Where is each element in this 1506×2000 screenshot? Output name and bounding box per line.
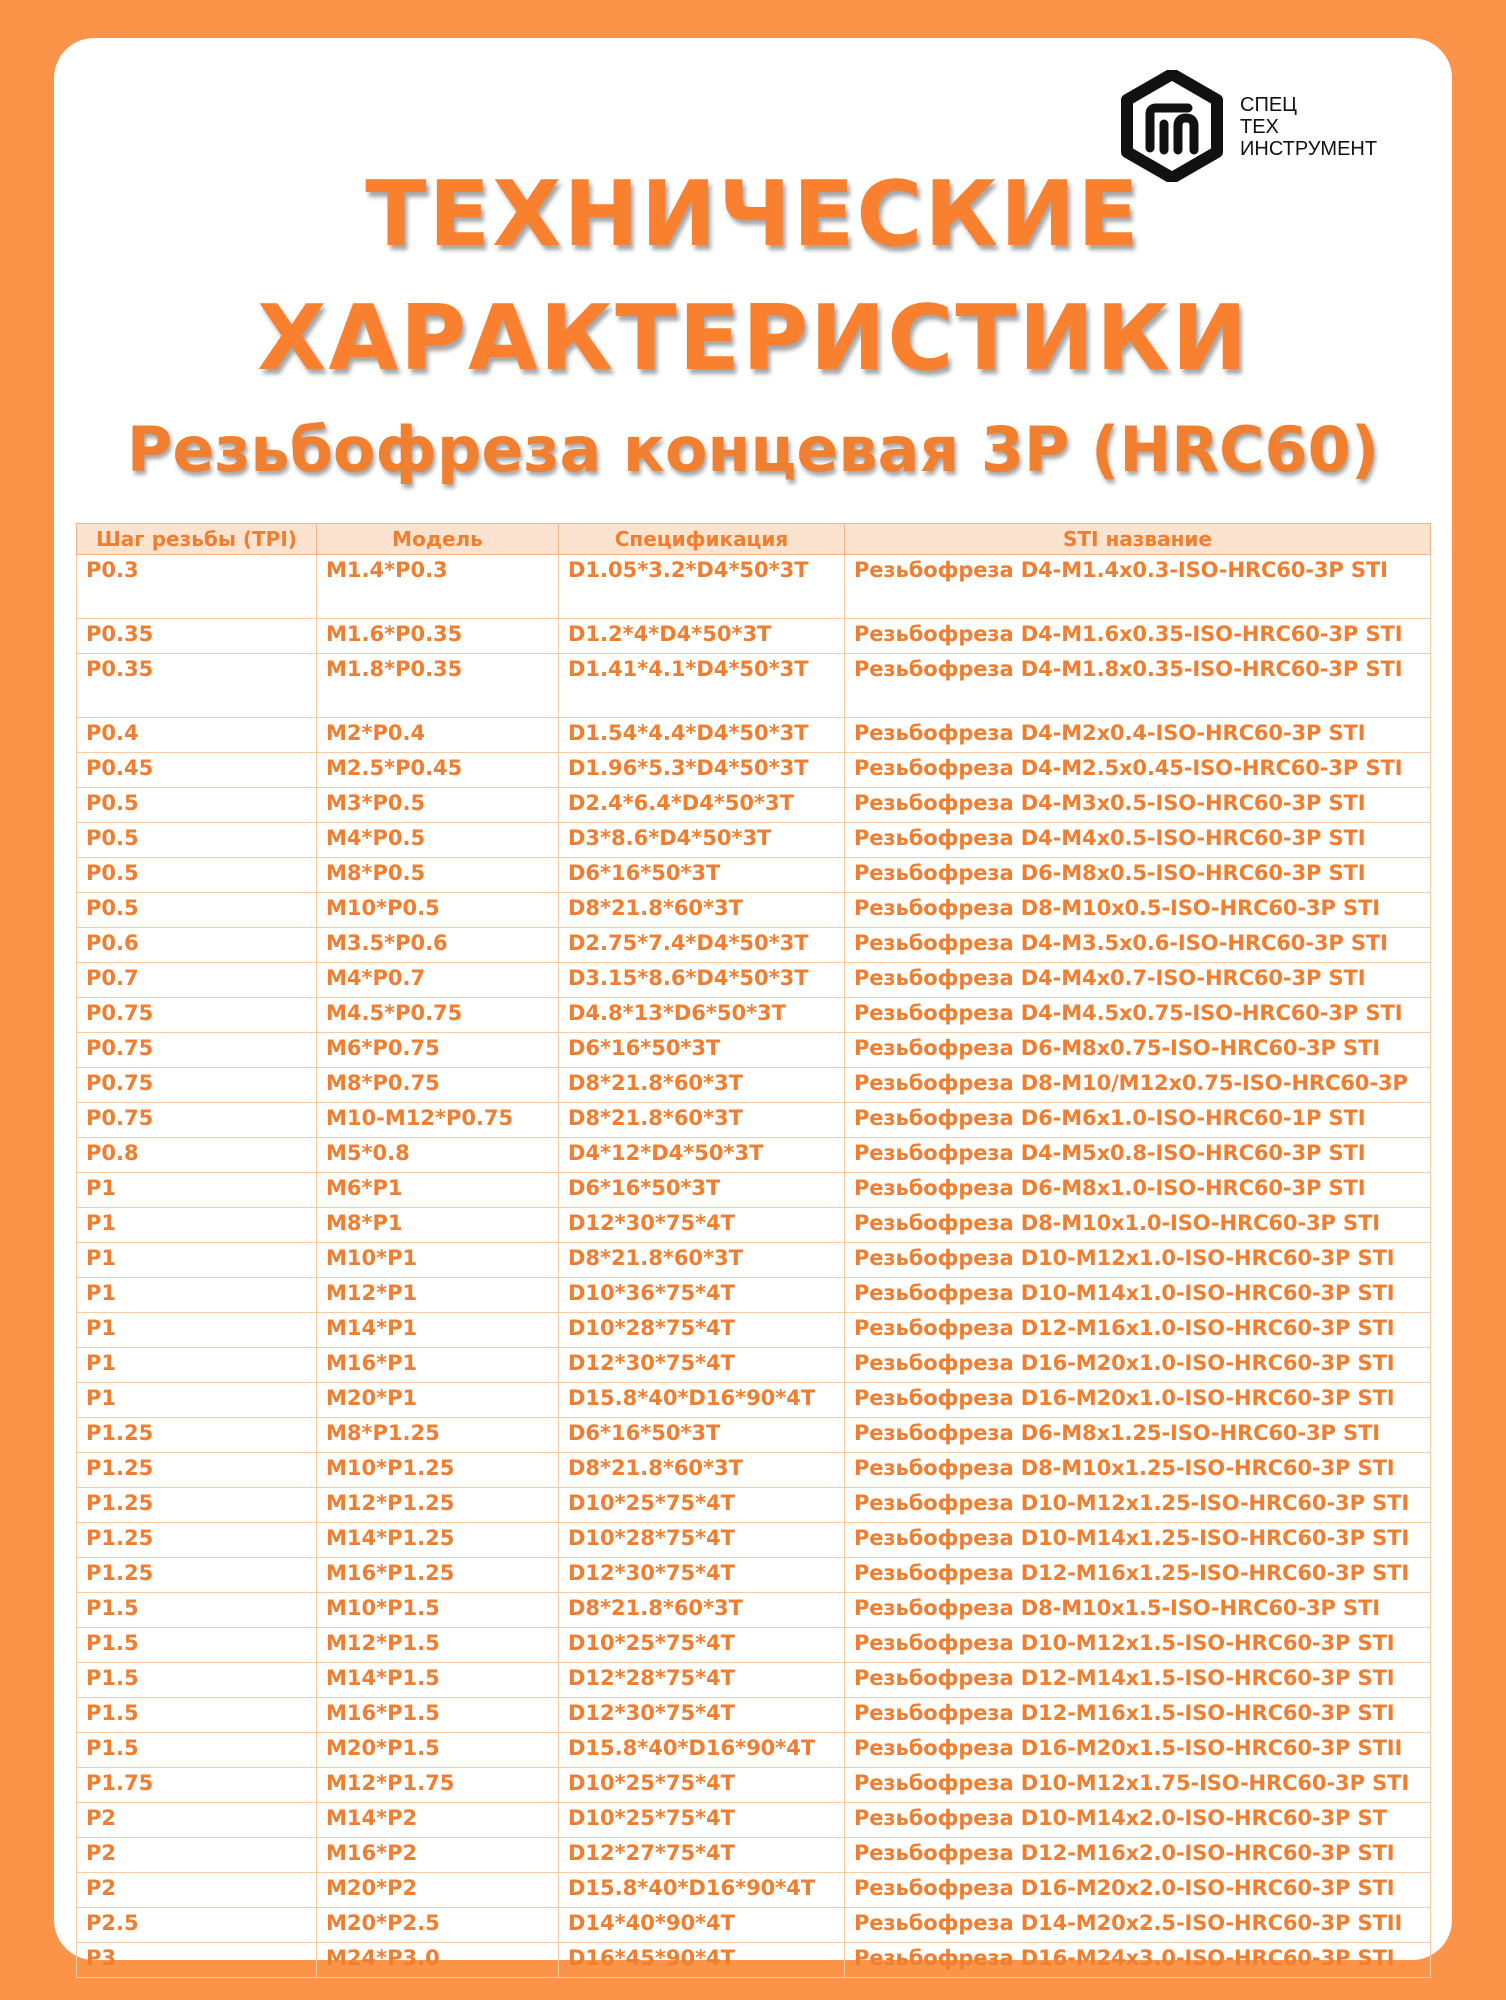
cell-specification: D8*21.8*60*3T (559, 1593, 845, 1628)
cell-sti-name: Резьбофреза D8-M10x1.25-ISO-HRC60-3P STI (845, 1453, 1431, 1488)
cell-sti-name: Резьбофреза D4-M1.8x0.35-ISO-HRC60-3P STI (845, 654, 1431, 718)
cell-specification: D12*27*75*4T (559, 1838, 845, 1873)
header-sti-name: STI название (845, 524, 1431, 555)
cell-thread-pitch: P0.75 (77, 998, 317, 1033)
table-row (77, 1173, 1431, 1208)
cell-specification: D10*25*75*4T (559, 1628, 845, 1663)
cell-sti-name: Резьбофреза D6-M8x1.0-ISO-HRC60-3P STI (845, 1173, 1431, 1208)
cell-sti-name: Резьбофреза D16-M20x1.0-ISO-HRC60-3P STI (845, 1383, 1431, 1418)
cell-model: M20*P1 (317, 1383, 559, 1418)
cell-specification: D12*30*75*4T (559, 1348, 845, 1383)
table-row (77, 1593, 1431, 1628)
cell-sti-name: Резьбофреза D8-M10x0.5-ISO-HRC60-3P STI (845, 893, 1431, 928)
cell-sti-name: Резьбофреза D8-M10x1.0-ISO-HRC60-3P STI (845, 1208, 1431, 1243)
cell-model: M14*P1.5 (317, 1663, 559, 1698)
cell-sti-name: Резьбофреза D16-M20x1.5-ISO-HRC60-3P STII (845, 1733, 1431, 1768)
cell-sti-name: Резьбофреза D10-M12x1.5-ISO-HRC60-3P STI (845, 1628, 1431, 1663)
table-row (77, 963, 1431, 998)
cell-thread-pitch: P1.25 (77, 1558, 317, 1593)
cell-thread-pitch: P0.45 (77, 753, 317, 788)
cell-thread-pitch: P0.6 (77, 928, 317, 963)
cell-thread-pitch: P1.25 (77, 1488, 317, 1523)
cell-sti-name: Резьбофреза D16-M24x3.0-ISO-HRC60-3P STI (845, 1943, 1431, 1978)
cell-thread-pitch: P0.4 (77, 718, 317, 753)
cell-sti-name: Резьбофреза D4-M1.6x0.35-ISO-HRC60-3P STI (845, 619, 1431, 654)
cell-model: M14*P1 (317, 1313, 559, 1348)
brand-line-1: СПЕЦ (1240, 94, 1297, 116)
cell-model: M6*P1 (317, 1173, 559, 1208)
table-row (77, 555, 1431, 619)
cell-model: M8*P0.5 (317, 858, 559, 893)
table-row (77, 1733, 1431, 1768)
cell-model: M4*P0.5 (317, 823, 559, 858)
cell-specification: D1.54*4.4*D4*50*3T (559, 718, 845, 753)
cell-specification: D10*25*75*4T (559, 1488, 845, 1523)
cell-sti-name: Резьбофреза D4-M3.5x0.6-ISO-HRC60-3P STI (845, 928, 1431, 963)
table-row (77, 893, 1431, 928)
cell-model: M5*0.8 (317, 1138, 559, 1173)
cell-specification: D8*21.8*60*3T (559, 893, 845, 928)
cell-specification: D10*25*75*4T (559, 1768, 845, 1803)
cell-specification: D8*21.8*60*3T (559, 1068, 845, 1103)
table-row (77, 1243, 1431, 1278)
table-row (77, 928, 1431, 963)
cell-thread-pitch: P1 (77, 1383, 317, 1418)
cell-thread-pitch: P0.35 (77, 654, 317, 718)
cell-model: M12*P1.5 (317, 1628, 559, 1663)
cell-specification: D1.41*4.1*D4*50*3T (559, 654, 845, 718)
cell-thread-pitch: P1.5 (77, 1628, 317, 1663)
table-row (77, 1033, 1431, 1068)
cell-thread-pitch: P1.5 (77, 1698, 317, 1733)
table-row (77, 1943, 1431, 1978)
cell-model: M8*P1.25 (317, 1418, 559, 1453)
table-body (77, 555, 1431, 1978)
cell-specification: D10*28*75*4T (559, 1523, 845, 1558)
cell-specification: D15.8*40*D16*90*4T (559, 1383, 845, 1418)
cell-specification: D16*45*90*4T (559, 1943, 845, 1978)
cell-thread-pitch: P0.75 (77, 1068, 317, 1103)
cell-model: M10*P1 (317, 1243, 559, 1278)
cell-model: M12*P1.75 (317, 1768, 559, 1803)
cell-model: M20*P2 (317, 1873, 559, 1908)
cell-thread-pitch: P1.25 (77, 1523, 317, 1558)
cell-thread-pitch: P0.5 (77, 858, 317, 893)
cell-thread-pitch: P1.25 (77, 1418, 317, 1453)
cell-model: M12*P1 (317, 1278, 559, 1313)
cell-model: M1.4*P0.3 (317, 555, 559, 619)
cell-model: M12*P1.25 (317, 1488, 559, 1523)
cell-sti-name: Резьбофреза D4-M5x0.8-ISO-HRC60-3P STI (845, 1138, 1431, 1173)
table-row (77, 1838, 1431, 1873)
cell-model: M14*P2 (317, 1803, 559, 1838)
cell-sti-name: Резьбофреза D10-M14x1.25-ISO-HRC60-3P STI (845, 1523, 1431, 1558)
cell-thread-pitch: P1 (77, 1173, 317, 1208)
cell-thread-pitch: P2 (77, 1803, 317, 1838)
cell-specification: D10*28*75*4T (559, 1313, 845, 1348)
table-row (77, 1558, 1431, 1593)
cell-model: M20*P1.5 (317, 1733, 559, 1768)
cell-thread-pitch: P0.5 (77, 788, 317, 823)
cell-specification: D8*21.8*60*3T (559, 1243, 845, 1278)
table-row (77, 1628, 1431, 1663)
header-thread-pitch: Шаг резьбы (TPI) (77, 524, 317, 555)
table-row (77, 1278, 1431, 1313)
cell-sti-name: Резьбофреза D16-M20x2.0-ISO-HRC60-3P STI (845, 1873, 1431, 1908)
cell-specification: D3.15*8.6*D4*50*3T (559, 963, 845, 998)
cell-sti-name: Резьбофреза D4-M1.4x0.3-ISO-HRC60-3P STI (845, 555, 1431, 619)
table-row (77, 718, 1431, 753)
header-specification: Спецификация (559, 524, 845, 555)
cell-model: M20*P2.5 (317, 1908, 559, 1943)
table-row (77, 1383, 1431, 1418)
cell-specification: D6*16*50*3T (559, 858, 845, 893)
cell-specification: D10*36*75*4T (559, 1278, 845, 1313)
table-row (77, 1453, 1431, 1488)
cell-sti-name: Резьбофреза D10-M12x1.25-ISO-HRC60-3P STI (845, 1488, 1431, 1523)
cell-thread-pitch: P1 (77, 1348, 317, 1383)
cell-specification: D15.8*40*D16*90*4T (559, 1873, 845, 1908)
cell-model: M8*P0.75 (317, 1068, 559, 1103)
cell-specification: D6*16*50*3T (559, 1033, 845, 1068)
table-row (77, 1348, 1431, 1383)
table-row (77, 1418, 1431, 1453)
cell-thread-pitch: P0.8 (77, 1138, 317, 1173)
cell-thread-pitch: P0.7 (77, 963, 317, 998)
page-title-line-1: ТЕХНИЧЕСКИЕ (365, 162, 1141, 267)
table-row (77, 998, 1431, 1033)
cell-sti-name: Резьбофреза D12-M16x1.0-ISO-HRC60-3P STI (845, 1313, 1431, 1348)
cell-model: M2*P0.4 (317, 718, 559, 753)
cell-specification: D1.2*4*D4*50*3T (559, 619, 845, 654)
cell-specification: D14*40*90*4T (559, 1908, 845, 1943)
table-row (77, 1208, 1431, 1243)
cell-thread-pitch: P0.35 (77, 619, 317, 654)
cell-sti-name: Резьбофреза D10-M14x1.0-ISO-HRC60-3P STI (845, 1278, 1431, 1313)
cell-specification: D12*30*75*4T (559, 1698, 845, 1733)
cell-model: M6*P0.75 (317, 1033, 559, 1068)
cell-specification: D1.05*3.2*D4*50*3T (559, 555, 845, 619)
cell-sti-name: Резьбофреза D12-M14x1.5-ISO-HRC60-3P STI (845, 1663, 1431, 1698)
cell-model: M1.6*P0.35 (317, 619, 559, 654)
cell-thread-pitch: P1 (77, 1278, 317, 1313)
cell-sti-name: Резьбофреза D4-M2x0.4-ISO-HRC60-3P STI (845, 718, 1431, 753)
cell-sti-name: Резьбофреза D10-M12x1.75-ISO-HRC60-3P STI (845, 1768, 1431, 1803)
cell-sti-name: Резьбофреза D10-M14x2.0-ISO-HRC60-3P ST (845, 1803, 1431, 1838)
table-row (77, 1803, 1431, 1838)
cell-specification: D6*16*50*3T (559, 1173, 845, 1208)
cell-model: M3.5*P0.6 (317, 928, 559, 963)
table-row (77, 1908, 1431, 1943)
cell-model: M10*P1.25 (317, 1453, 559, 1488)
cell-model: M10-M12*P0.75 (317, 1103, 559, 1138)
cell-thread-pitch: P3 (77, 1943, 317, 1978)
table-row (77, 858, 1431, 893)
cell-model: M3*P0.5 (317, 788, 559, 823)
cell-model: M10*P1.5 (317, 1593, 559, 1628)
cell-sti-name: Резьбофреза D10-M12x1.0-ISO-HRC60-3P STI (845, 1243, 1431, 1278)
cell-thread-pitch: P1 (77, 1243, 317, 1278)
cell-model: M8*P1 (317, 1208, 559, 1243)
cell-specification: D1.96*5.3*D4*50*3T (559, 753, 845, 788)
cell-specification: D12*30*75*4T (559, 1558, 845, 1593)
cell-sti-name: Резьбофреза D6-M8x1.25-ISO-HRC60-3P STI (845, 1418, 1431, 1453)
cell-sti-name: Резьбофреза D4-M4x0.7-ISO-HRC60-3P STI (845, 963, 1431, 998)
brand-line-2: ТЕХ (1240, 116, 1279, 138)
cell-sti-name: Резьбофреза D6-M6x1.0-ISO-HRC60-1P STI (845, 1103, 1431, 1138)
cell-thread-pitch: P1.5 (77, 1663, 317, 1698)
table-row (77, 823, 1431, 858)
cell-thread-pitch: P2 (77, 1838, 317, 1873)
cell-specification: D10*25*75*4T (559, 1803, 845, 1838)
cell-sti-name: Резьбофреза D14-M20x2.5-ISO-HRC60-3P STII (845, 1908, 1431, 1943)
cell-model: M4*P0.7 (317, 963, 559, 998)
cell-thread-pitch: P2.5 (77, 1908, 317, 1943)
cell-specification: D12*30*75*4T (559, 1208, 845, 1243)
table-row (77, 1768, 1431, 1803)
cell-thread-pitch: P0.3 (77, 555, 317, 619)
cell-model: M14*P1.25 (317, 1523, 559, 1558)
cell-sti-name: Резьбофреза D12-M16x2.0-ISO-HRC60-3P STI (845, 1838, 1431, 1873)
cell-thread-pitch: P0.75 (77, 1033, 317, 1068)
cell-thread-pitch: P1.25 (77, 1453, 317, 1488)
cell-specification: D15.8*40*D16*90*4T (559, 1733, 845, 1768)
cell-specification: D4.8*13*D6*50*3T (559, 998, 845, 1033)
cell-model: M16*P1 (317, 1348, 559, 1383)
cell-specification: D2.4*6.4*D4*50*3T (559, 788, 845, 823)
cell-sti-name: Резьбофреза D4-M3x0.5-ISO-HRC60-3P STI (845, 788, 1431, 823)
cell-thread-pitch: P1.75 (77, 1768, 317, 1803)
table-row (77, 654, 1431, 718)
cell-sti-name: Резьбофреза D4-M2.5x0.45-ISO-HRC60-3P STI (845, 753, 1431, 788)
cell-sti-name: Резьбофреза D8-M10/M12x0.75-ISO-HRC60-3P (845, 1068, 1431, 1103)
spec-table (76, 523, 1431, 1978)
cell-specification: D2.75*7.4*D4*50*3T (559, 928, 845, 963)
cell-thread-pitch: P1.5 (77, 1593, 317, 1628)
cell-specification: D8*21.8*60*3T (559, 1103, 845, 1138)
cell-specification: D3*8.6*D4*50*3T (559, 823, 845, 858)
cell-thread-pitch: P1 (77, 1313, 317, 1348)
table-row (77, 1068, 1431, 1103)
cell-model: M24*P3.0 (317, 1943, 559, 1978)
table-row (77, 1523, 1431, 1558)
cell-sti-name: Резьбофреза D16-M20x1.0-ISO-HRC60-3P STI (845, 1348, 1431, 1383)
brand-line-3: ИНСТРУМЕНТ (1240, 138, 1378, 160)
cell-model: M1.8*P0.35 (317, 654, 559, 718)
table-row (77, 1698, 1431, 1733)
cell-model: M2.5*P0.45 (317, 753, 559, 788)
table-row (77, 788, 1431, 823)
cell-thread-pitch: P0.75 (77, 1103, 317, 1138)
cell-specification: D12*28*75*4T (559, 1663, 845, 1698)
table-row (77, 619, 1431, 654)
cell-model: M16*P1.25 (317, 1558, 559, 1593)
cell-sti-name: Резьбофреза D12-M16x1.25-ISO-HRC60-3P STI (845, 1558, 1431, 1593)
table-row (77, 1138, 1431, 1173)
cell-model: M16*P2 (317, 1838, 559, 1873)
cell-specification: D6*16*50*3T (559, 1418, 845, 1453)
cell-sti-name: Резьбофреза D4-M4.5x0.75-ISO-HRC60-3P STI (845, 998, 1431, 1033)
product-subtitle: Резьбофреза концевая 3P (HRC60) (126, 413, 1380, 486)
cell-model: M4.5*P0.75 (317, 998, 559, 1033)
table-row (77, 1873, 1431, 1908)
cell-sti-name: Резьбофреза D6-M8x0.5-ISO-HRC60-3P STI (845, 858, 1431, 893)
table-row (77, 1663, 1431, 1698)
cell-sti-name: Резьбофреза D6-M8x0.75-ISO-HRC60-3P STI (845, 1033, 1431, 1068)
cell-sti-name: Резьбофреза D4-M4x0.5-ISO-HRC60-3P STI (845, 823, 1431, 858)
page-title-line-2: ХАРАКТЕРИСТИКИ (256, 286, 1250, 391)
cell-thread-pitch: P1 (77, 1208, 317, 1243)
brand-name (1240, 94, 1377, 160)
cell-specification: D8*21.8*60*3T (559, 1453, 845, 1488)
cell-sti-name: Резьбофреза D12-M16x1.5-ISO-HRC60-3P STI (845, 1698, 1431, 1733)
cell-sti-name: Резьбофреза D8-M10x1.5-ISO-HRC60-3P STI (845, 1593, 1431, 1628)
header-model: Модель (317, 524, 559, 555)
table-row (77, 1313, 1431, 1348)
cell-model: M16*P1.5 (317, 1698, 559, 1733)
cell-thread-pitch: P2 (77, 1873, 317, 1908)
table-row (77, 1488, 1431, 1523)
table-header-row (77, 524, 1431, 555)
table-row (77, 1103, 1431, 1138)
table-row (77, 753, 1431, 788)
cell-model: M10*P0.5 (317, 893, 559, 928)
cell-thread-pitch: P1.5 (77, 1733, 317, 1768)
cell-thread-pitch: P0.5 (77, 893, 317, 928)
cell-specification: D4*12*D4*50*3T (559, 1138, 845, 1173)
cell-thread-pitch: P0.5 (77, 823, 317, 858)
